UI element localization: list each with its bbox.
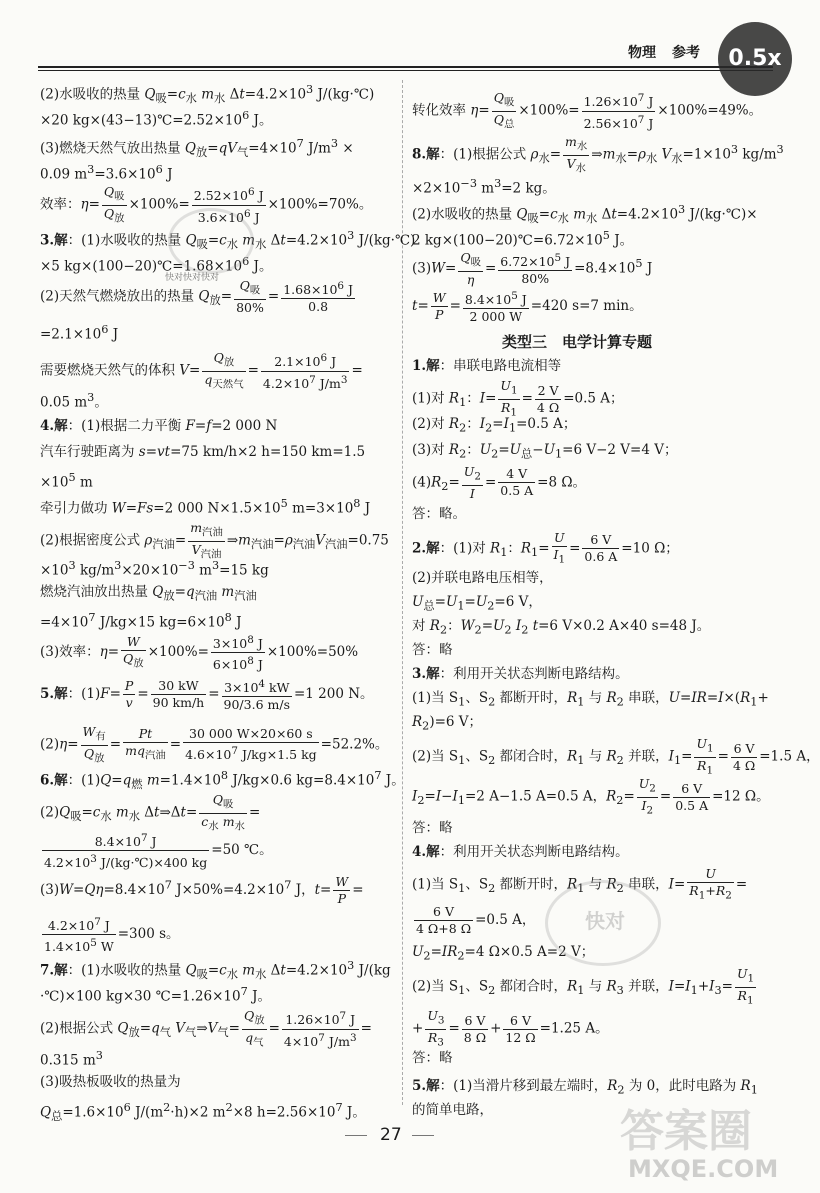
text-line: $I_2=I-I_1=2$ A−1.5 A=0.5 A，$R_2=$ $\frac{U_2}{I_2}$ = $\frac{6 V}{0.5 A}$ =12 Ω。 <box>412 776 770 816</box>
text-line: 汽车行驶距离为 s=vt=75 km/h×2 h=150 km=1.5 <box>40 444 366 460</box>
text-line: 答：略 <box>412 642 453 658</box>
section-label: 参考 <box>672 45 700 61</box>
text-line: 4.解：利用开关状态判断电路结构。 <box>412 844 629 860</box>
text-line: 1.解：串联电路电流相等 <box>412 358 562 374</box>
text-line: $\times 10^3$ $kg/m^3\times 20\times 10^{-3}$ $m^3=15$ kg <box>40 559 269 579</box>
text-line: ×20 $kg\times(43-13)℃=2.52\times 10^6$ J。 <box>40 109 273 129</box>
playback-speed-badge[interactable]: 0.5x <box>718 22 792 96</box>
text-line: ·℃)×100 kg×30 $℃=1.26\times 10^7$ J。 <box>40 985 271 1005</box>
text-line: 答：略 <box>412 1050 453 1066</box>
text-line: 效率：η= $\frac{Q_吸}{Q_放}$ ×100%= $\frac{2.52\times 10^6 J}{3.6\times 10^6 J}$ ×100%=70%。 <box>40 184 373 225</box>
text-line: $Q_总=1.6\times 10^6$ $J/(m^2\cdot h)\times 2$ $m^2\times 8$ $h=2.56\times 10^7$ J。 <box>40 1101 366 1124</box>
watermark-brand: 答案圈 <box>620 1106 752 1157</box>
text-line: (3)W= $\frac{Q_吸}{\eta}$ = $\frac{6.72\times 10^5 J}{80\%}$ $=8.4\times 10^5$ J <box>412 250 653 287</box>
text-line: (1)当 $S_1$、$S_2$ 都断开时，$R_1$ 与 $R_2$ 串联，$U=IR=I\times(R_1+$ <box>412 690 769 709</box>
text-line: (2)天然气燃烧放出的热量 $Q_放=$ $\frac{Q_吸}{80\%}$ = $\frac{1.68\times 10^6 J}{0.8}$ <box>40 278 354 315</box>
text-line: (3)吸热板吸收的热量为 <box>40 1074 181 1090</box>
text-line: 5.解：(1)当滑片移到最左端时，$R_2$ 为 0，此时电路为 $R_1$ <box>412 1078 758 1097</box>
text-line: 3.解：利用开关状态判断电路结构。 <box>412 666 629 682</box>
page-header <box>0 0 800 70</box>
section-heading: 类型三 电学计算专题 <box>502 333 653 351</box>
text-line: (2)水吸收的热量 $Q_吸=c_水$ $m_水$ $\Delta t=4.2\times 10^3$ J/(kg·℃)× <box>412 203 758 226</box>
text-line: 6.解：$(1)Q=q_燃$ $m=1.4\times 10^8$ J/kg×0.6 $kg=8.4\times 10^7$ J。 <box>40 769 405 792</box>
text-line: 0.05 $m^3$。 <box>40 391 108 411</box>
text-line: $\frac{4.2\times 10^7 J}{1.4\times 10^5 W}$ =300 s。 <box>44 916 180 955</box>
text-line: 转化效率 η= $\frac{Q_吸}{Q_总}$ ×100%= $\frac{1.26\times 10^7 J}{2.56\times 10^7 J}$ ×100%=49%。 <box>412 90 763 131</box>
text-line: $(2)Q_吸=c_水$ $m_水$ Δt⇒Δt= $\frac{Q_吸}{c_水 m_水}$ = <box>40 792 261 832</box>
text-line: $(3)W=Q\eta=8.4\times 10^7$ $J\times 50\%=4.2\times 10^7$ J，t= $\frac{W}{P}$ = <box>40 874 364 906</box>
text-line: (2)当 $S_1$、$S_2$ 都闭合时，$R_1$ 与 $R_3$ 并联，$I=I_1+I_3=$ $\frac{U_1}{R_1}$ <box>412 966 755 1006</box>
text-line: 燃烧汽油放出热量 $Q_放=q_{汽油}$ $m_{汽油}$ <box>40 584 257 603</box>
text-line: (2)水吸收的热量 $Q_吸=c_水$ $m_水$ $\Delta t=4.2\times 10^3$ J/(kg·℃) <box>40 83 375 106</box>
text-line: (2)当 $S_1$、$S_2$ 都闭合时，$R_1$ 与 $R_2$ 并联，$I_1=$ $\frac{U_1}{R_1}$ = $\frac{6 V}{4 \Omega}$ =1.5 A， <box>412 736 820 776</box>
text-line: 2.解：(1)对 $R_1$：$R_1=$ $\frac{U}{I_1}$ = $\frac{6 V}{0.6 A}$ =10 Ω； <box>412 530 679 566</box>
text-line: 7.解：(1)水吸收的热量 $Q_吸=c_水$ $m_水$ $\Delta t=4.2\times 10^3$ J/(kg <box>40 959 391 982</box>
text-line: 答：略 <box>412 820 453 836</box>
text-line: (2)并联电路电压相等， <box>412 570 553 586</box>
header-rule <box>38 66 773 68</box>
text-line: $=4\times 10^7$ J/kg×15 $kg=6\times 10^8$ J <box>40 611 242 631</box>
header-rule-thin <box>38 70 773 71</box>
text-line: (2)对 $R_2$：$I_2=I_1=0.5$ A； <box>412 416 577 435</box>
text-line: 5.解：(1)F= $\frac{P}{v}$ = $\frac{30 kW}{90 km/h}$ = $\frac{3\times 10^4 kW}{90/3.6 m/s}$ =1 200 N。 <box>40 678 374 713</box>
text-line: (3)对 $R_2$：$U_2=U_总-U_1=6$ V−2 V=4 V； <box>412 442 678 461</box>
text-line: $\frac{8.4\times 10^7 J}{4.2\times 10^3 J/(kg\cdot℃)\times 400 kg}$ =50 ℃。 <box>44 832 273 871</box>
text-line: (3)燃烧天然气放出热量 $Q_放=qV_气=4\times 10^7$ $J/m^3$ × <box>40 137 354 160</box>
text-line: $U_2=IR_2=4$ Ω×0.5 A=2 V； <box>412 944 595 963</box>
text-line: $R_2)=6$ V； <box>412 714 483 733</box>
text-line: 2 $kg\times(100-20)℃=6.72\times 10^5$ J。 <box>412 229 634 249</box>
text-line: 需要燃烧天然气的体积 V= $\frac{Q_放}{q_{天然气}}$ = $\frac{2.1\times 10^6 J}{4.2\times 10^7 J/m^3}$ = <box>40 350 363 391</box>
subject-label: 物理 <box>628 45 656 61</box>
text-line: 0.09 $m^3=3.6\times 10^6$ J <box>40 163 173 183</box>
text-line: ×5 $kg\times(100-20)℃=1.68\times 10^6$ J。 <box>40 255 273 275</box>
text-line: + $\frac{U_3}{R_3}$ = $\frac{6 V}{8 \Omega}$ + $\frac{6 V}{12 \Omega}$ =1.25 A。 <box>412 1008 609 1048</box>
text-line: 对 $R_2$：$W_2=U_2$ $I_2$ t=6 V×0.2 A×40 s=48 J。 <box>412 618 711 637</box>
text-line: $\frac{6 V}{4 \Omega+8 \Omega}$ =0.5 A， <box>416 904 536 936</box>
watermark-stamp <box>168 208 254 274</box>
text-line: 4.解：(1)根据二力平衡 F=f=2 000 N <box>40 418 278 434</box>
text-line: 8.解：(1)根据公式 $\rho_水=$ $\frac{m_水}{V_水}$ $\Rightarrow m_水=\rho_水$ $V_水=1\times 10^3$ $kg/m^3$ <box>412 134 784 174</box>
footer-dash-left <box>345 1135 367 1136</box>
text-line: 3.解：(1)水吸收的热量 $Q_吸=c_水$ $m_水$ $\Delta t=4.2\times 10^3$ J/(kg·℃) <box>40 229 416 252</box>
text-line: 牵引力做功 W=Fs=2 000 $N\times 1.5\times 10^5$ $m=3\times 10^8$ J <box>40 497 371 517</box>
text-line: $(4)R_2=$ $\frac{U_2}{I}$ = $\frac{4 V}{0.5 A}$ =8 Ω。 <box>412 464 587 501</box>
text-line: (3)效率：η= $\frac{W}{Q_放}$ ×100%= $\frac{3\times 10^8 J}{6\times 10^8 J}$ ×100%=50% <box>40 633 359 673</box>
text-line: 的简单电路， <box>412 1102 493 1118</box>
watermark-stamp-text: 快对快对快对 <box>165 273 220 283</box>
text-line: (1)当 $S_1$、$S_2$ 都断开时，$R_1$ 与 $R_2$ 串联，I= $\frac{U}{R_1+R_2}$ = <box>412 866 748 902</box>
text-line: t= $\frac{W}{P}$ = $\frac{8.4\times 10^5 J}{2 000 W}$ =420 s=7 min。 <box>412 290 643 325</box>
text-line: $U_总=U_1=U_2=6$ V， <box>412 594 542 613</box>
text-line: (2)η= $\frac{W_有}{Q_放}$ = $\frac{Pt}{mq_{汽油}}$ = $\frac{30 000 W\times 20\times 60 s}{4.6\times 10^7 J/kg\times 1.5 kg}$ =52.2%。 <box>40 724 389 764</box>
text-line: 0.315 $m^3$ <box>40 1049 103 1069</box>
page-number: 27 <box>380 1125 402 1145</box>
text-line: (2)根据公式 $Q_放=q_气$ $V_气\Rightarrow V_气=$ $\frac{Q_放}{q_气}$ = $\frac{1.26\times 10^7 J}{4\times 10^7 J/m^3}$ = <box>40 1008 372 1049</box>
watermark-site: MXQE.COM <box>628 1155 779 1183</box>
text-line: 答：略。 <box>412 506 466 522</box>
text-line: $=2.1\times 10^6$ J <box>40 323 119 343</box>
footer-dash-right <box>412 1135 434 1136</box>
watermark-stamp-text: 快对 <box>585 909 625 933</box>
text-line: (1)对 $R_1$：I= $\frac{U_1}{R_1}$ = $\frac{2 V}{4 \Omega}$ =0.5 A； <box>412 378 624 418</box>
text-line: $\times 2\times 10^{-3}$ $m^3=2$ kg。 <box>412 177 556 197</box>
text-line: (2)根据密度公式 $\rho_{汽油}=$ $\frac{m_{汽油}}{V_{汽油}}$ $\Rightarrow m_{汽油}=\rho_{汽油}V_{汽油}=0.75$ <box>40 520 389 560</box>
text-line: $\times 10^5$ m <box>40 471 93 491</box>
